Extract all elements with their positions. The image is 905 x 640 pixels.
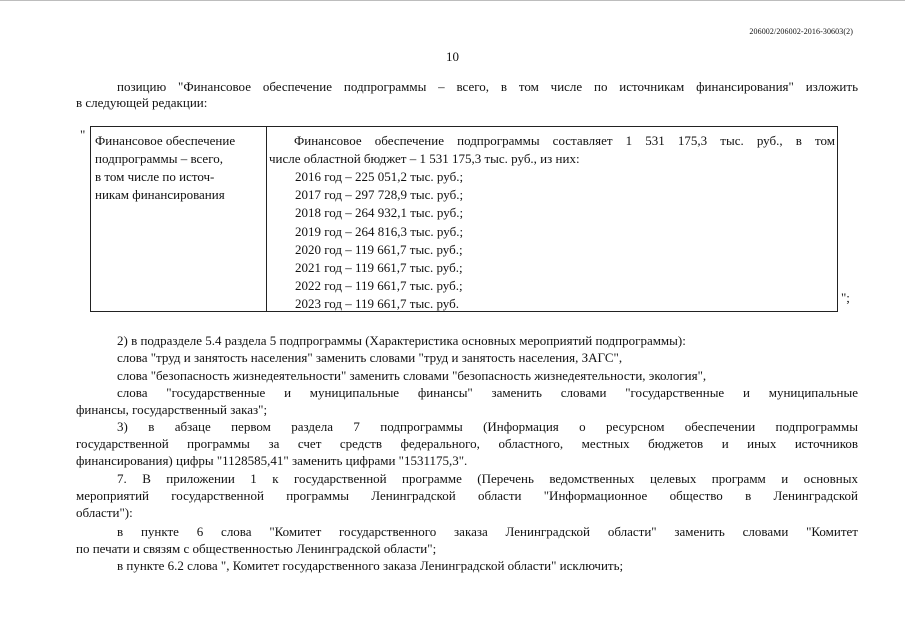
yearly-amounts-list [295, 168, 463, 314]
scan-top-edge [0, 0, 905, 1]
intro-line-1: позицию "Финансовое обеспечение подпрограммы – всего, в том числе по источникам финансирования" изложить [117, 79, 858, 94]
item-2-heading: 2) в подразделе 5.4 раздела 5 подпрограммы (Характеристика основных мероприятий подпрограммы): [117, 333, 686, 348]
item-2-replace-3-cont: финансы, государственный заказ"; [76, 402, 268, 417]
table-left-cell [95, 132, 235, 204]
year-amount-row: 2020 год – 119 661,7 тыс. руб.; [295, 241, 463, 257]
left-cell-line: подпрограммы – всего, [95, 151, 223, 166]
item-2-replace-2: слова "безопасность жизнедеятельности" заменить словами "безопасность жизнедеятельности, экология", [117, 368, 707, 383]
financing-table [90, 126, 838, 312]
item-7-point-6-line-1: в пункте 6 слова "Комитет государственного заказа Ленинградской области" заменить словами "Комитет [117, 524, 858, 539]
item-3-line-3: финансирования) цифры "1128585,41" заменить цифрами "1531175,3". [76, 453, 468, 468]
item-7-point-6-line-2: по печати и связям с общественностью Ленинградской области"; [76, 541, 437, 556]
item-2-replace-3: слова "государственные и муниципальные финансы" заменить словами "государственные и муниципальные [117, 385, 858, 400]
right-cell-line-2: числе областной бюджет – 1 531 175,3 тыс. руб., из них: [269, 151, 580, 166]
page-number: 10 [446, 49, 459, 64]
item-3-line-2: государственной программы за счет средств федерального, областного, местных бюджетов и иных источников [76, 436, 858, 451]
year-amount-row: 2023 год – 119 661,7 тыс. руб. [295, 296, 459, 312]
year-amount-row: 2018 год – 264 932,1 тыс. руб.; [295, 205, 464, 221]
item-2-replace-1: слова "труд и занятость населения" заменить словами "труд и занятость населения, ЗАГС", [117, 350, 623, 365]
table-quote-close: "; [841, 290, 850, 305]
item-7-line-2: мероприятий государственной программы Ленинградской области "Информационное общество в Ленинградской [76, 488, 858, 503]
year-amount-row: 2022 год – 119 661,7 тыс. руб.; [295, 278, 463, 294]
year-amount-row: 2017 год – 297 728,9 тыс. руб.; [295, 187, 464, 203]
item-3-line-1: 3) в абзаце первом раздела 7 подпрограммы (Информация о ресурсном обеспечении подпрограммы [117, 419, 858, 434]
intro-line-2: в следующей редакции: [76, 95, 208, 110]
left-cell-line: в том числе по источ- [95, 169, 215, 184]
year-amount-row: 2021 год – 119 661,7 тыс. руб.; [295, 260, 463, 276]
document-id: 206002/206002-2016-30603(2) [749, 27, 853, 36]
item-7-line-3: области"): [76, 505, 133, 520]
item-7-point-6-2: в пункте 6.2 слова ", Комитет государственного заказа Ленинградской области" исключить; [117, 558, 624, 573]
left-cell-line: Финансовое обеспечение [95, 133, 236, 148]
right-cell-line-1: Финансовое обеспечение подпрограммы составляет 1 531 175,3 тыс. руб., в том [294, 133, 835, 148]
item-7-line-1: 7. В приложении 1 к государственной программе (Перечень ведомственных целевых программ и основных [117, 471, 858, 486]
table-column-divider [266, 127, 267, 311]
year-amount-row: 2016 год – 225 051,2 тыс. руб.; [295, 169, 464, 184]
table-right-cell-header [269, 132, 835, 168]
year-amount-row: 2019 год – 264 816,3 тыс. руб.; [295, 223, 464, 239]
table-quote-open: " [80, 127, 86, 142]
left-cell-line: никам финансирования [95, 187, 225, 202]
